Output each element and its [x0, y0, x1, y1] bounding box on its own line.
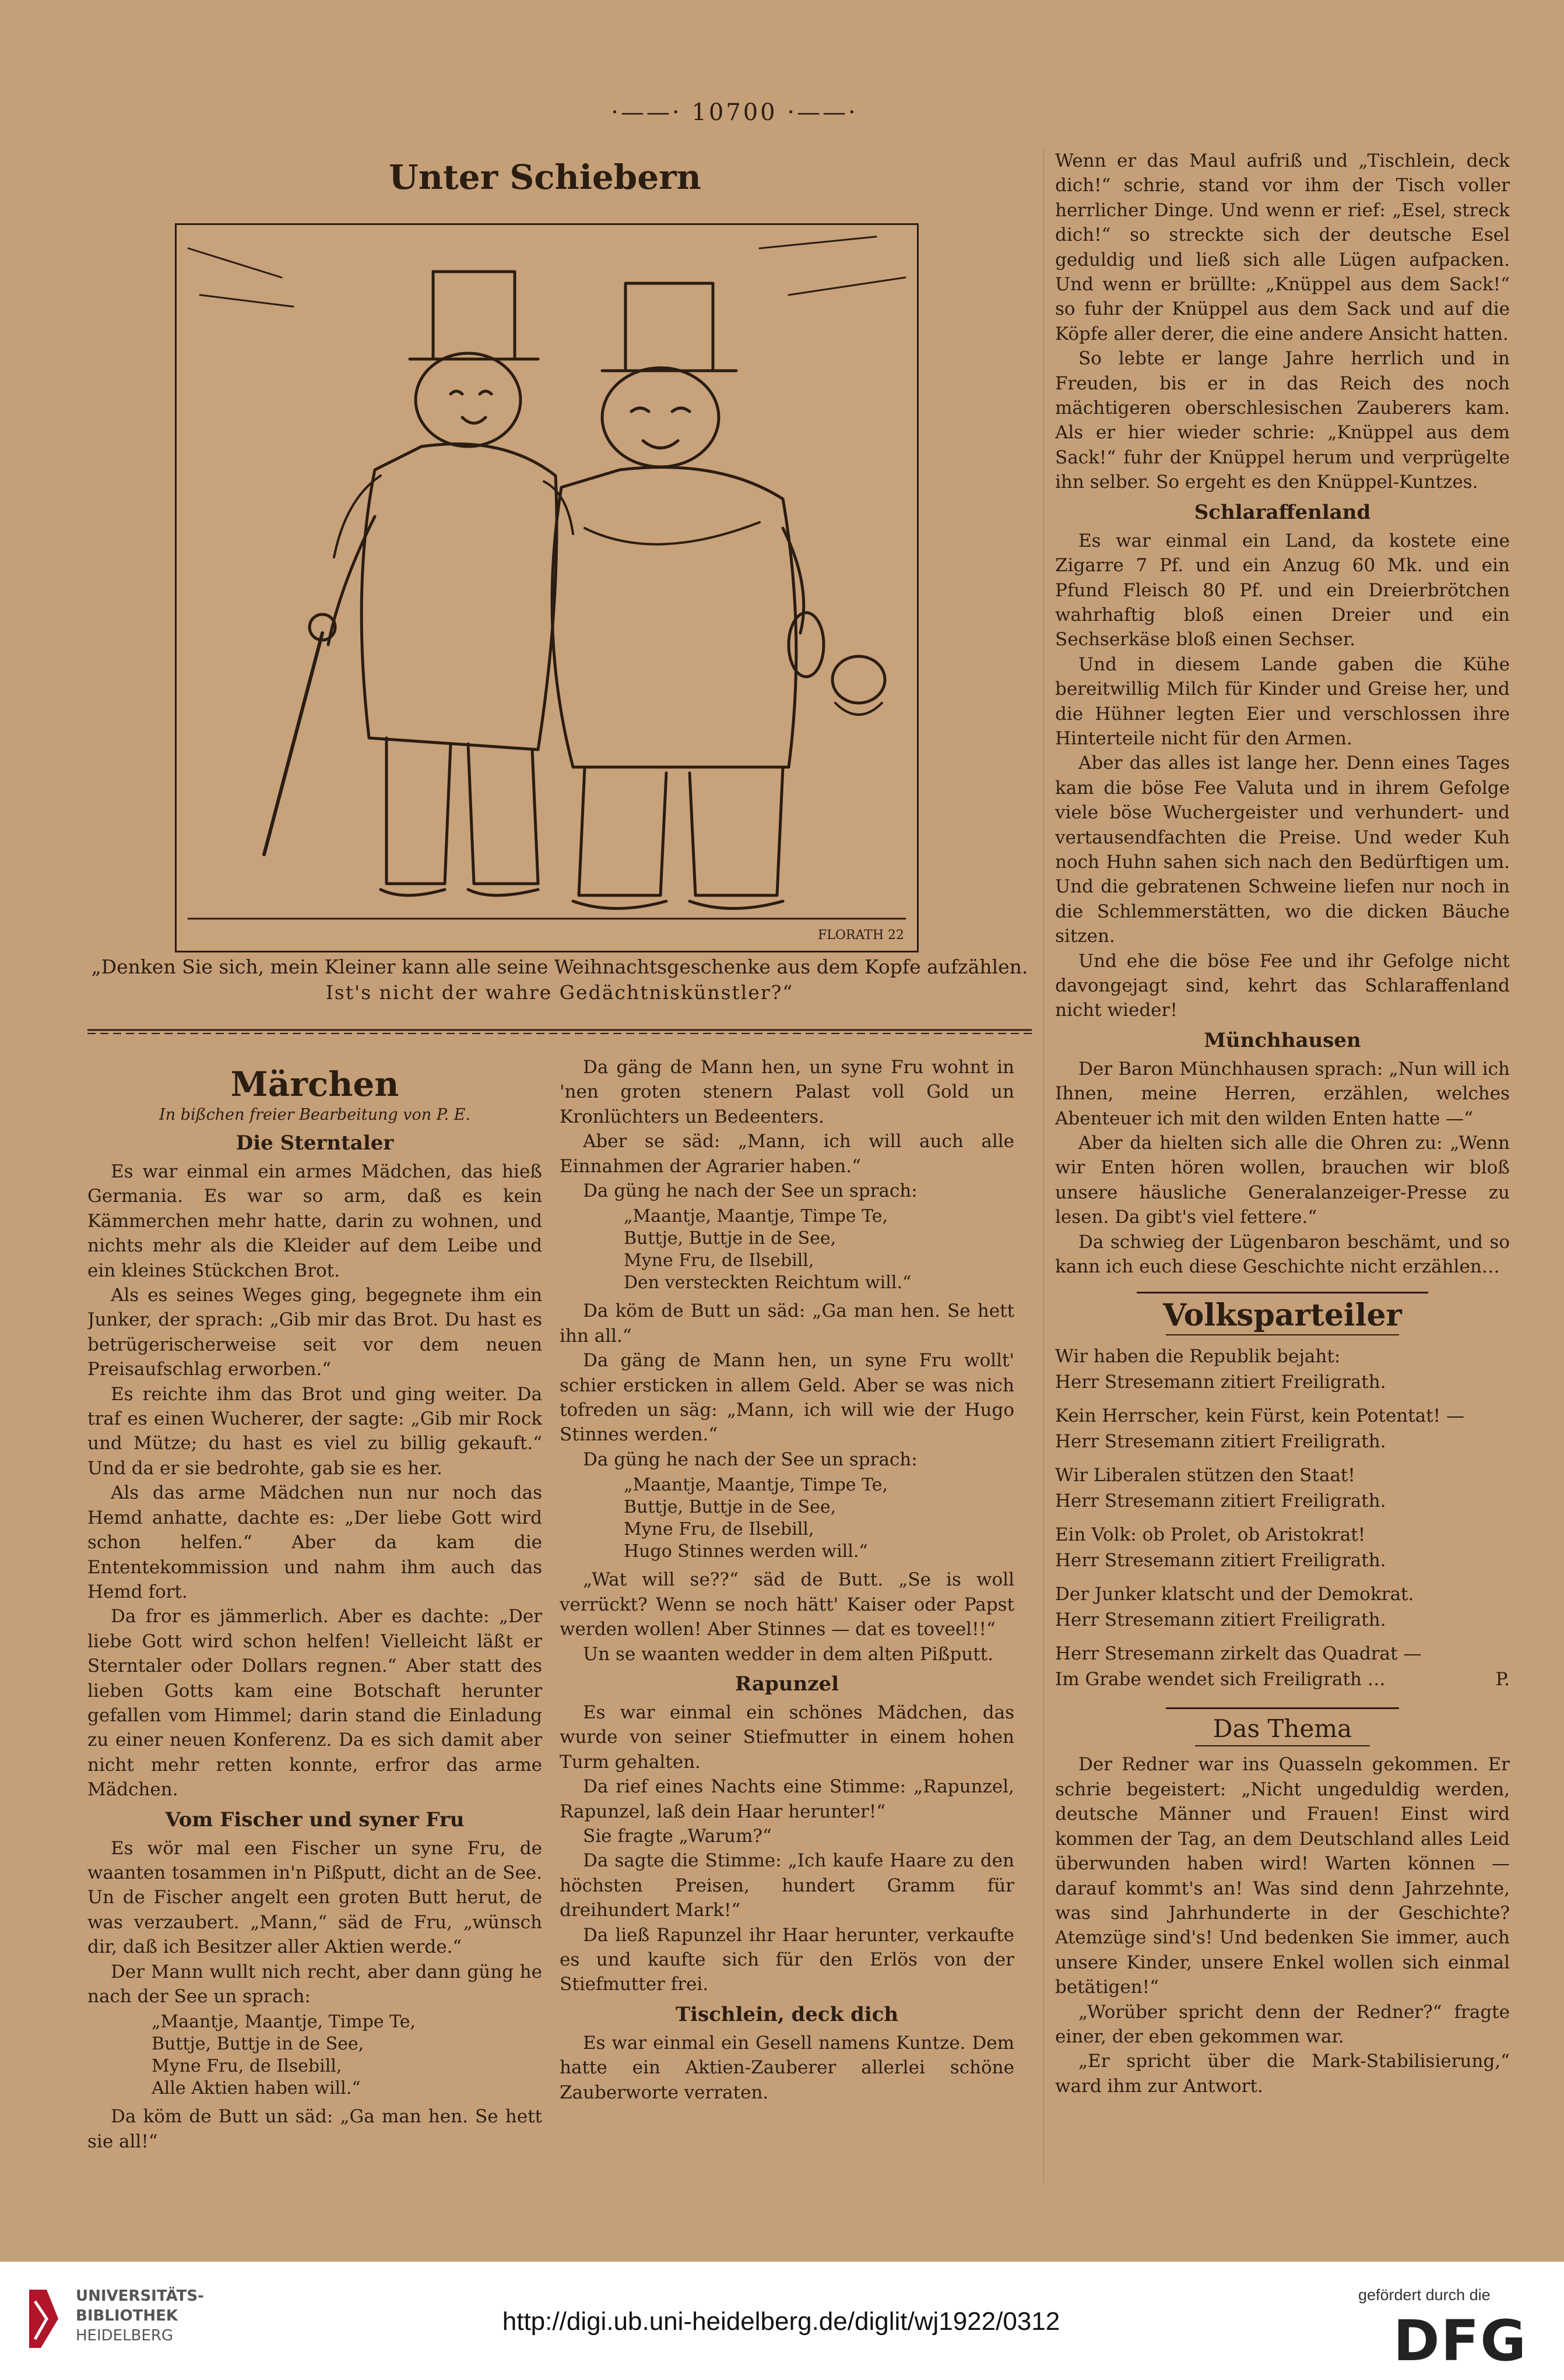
source-url-link[interactable]: http://digi.ub.uni-heidelberg.de/diglit/wj1922/0312 — [502, 2307, 1060, 2336]
uni-line: HEIDELBERG — [76, 2327, 174, 2344]
sterntaler-heading: Die Sterntaler — [236, 1131, 394, 1155]
poem-line: Herr Stresemann zitiert Freiligrath. — [1055, 1609, 1386, 1631]
poem-line-text: Im Grabe wendet sich Freiligrath … — [1055, 1669, 1386, 1690]
poem-line: Kein Herrscher, kein Fürst, kein Potentat! — — [1055, 1405, 1464, 1427]
university-logo-icon — [23, 2284, 64, 2354]
paragraph: Da gäng de Mann hen, un syne Fru wohnt in 'nen groten stenern Palast voll Gold un Kronlüchters un Bedeenters. — [560, 1057, 1014, 1127]
paragraph: Der Baron Münchhausen sprach: „Nun will ich Ihnen, meine Herren, erzählen, welches Abenteuer ich mit den wilden Enten hatte —“ — [1055, 1058, 1510, 1129]
column-middle — [560, 1055, 1014, 2189]
paragraph: Wenn er das Maul aufriß und „Tischlein, deck dich!“ schrie, stand vor ihm der Tisch voller herrlicher Dinge. Und wenn er rief: „Esel, streck dich!“ so streckte sich der deutsche Esel geduldig und ließ sich alle Lügen aufpacken. Und wenn er brüllte: „Knüppel aus dem Sack!“ so fuhr der Knüppel aus dem Sack und auf die Köpfe aller derer, die eine andere Ansicht hatten. — [1055, 150, 1510, 344]
verse-block — [624, 1205, 1014, 1294]
section-divider — [87, 1027, 1032, 1035]
paragraph: Da gäng de Mann hen, un syne Fru wollt' schier ersticken in allem Geld. Aber se was nich tofreden un säg: „Mann, ich will wie der Hugo Stinnes werden.“ — [560, 1350, 1014, 1446]
dfg-logo: DFG — [1393, 2308, 1528, 2374]
column-rule — [1043, 149, 1044, 2183]
paragraph: Un se waanten wedder in dem alten Pißputt. — [583, 1643, 993, 1665]
maerchen-title: Märchen — [230, 1064, 399, 1104]
verse-line: Buttje, Buttje in de See, — [624, 1497, 837, 1518]
uni-line: BIBLIOTHEK — [76, 2307, 178, 2325]
paragraph: Da schwieg der Lügenbaron beschämt, und so kann ich euch diese Geschichte nicht erzählen… — [1055, 1231, 1510, 1278]
cartoon-caption — [87, 954, 1032, 1006]
paragraph: Es war einmal ein schönes Mädchen, das wurde von seiner Stiefmutter in einem hohen Turm gehalten. — [560, 1701, 1014, 1773]
paragraph: Es reichte ihm das Brot und ging weiter. Da traf es einen Wucherer, der sagte: „Gib mir Rock und Mütze; du hast es viel zu billig gekauft.“ Und da er sie bedrohte, gab sie es her. — [87, 1383, 542, 1479]
caption-line-2: Ist's nicht der wahre Gedächtniskünstler?“ — [325, 981, 794, 1004]
maerchen-subtitle: In bißchen freier Bearbeitung von P. E. — [159, 1106, 470, 1124]
poem-line: Der Junker klatscht und der Demokrat. — [1055, 1584, 1414, 1605]
page-number: ·——· 10700 ·——· — [611, 99, 858, 126]
cartoon-title: Unter Schiebern — [389, 157, 701, 197]
paragraph: Und ehe die böse Fee und ihr Gefolge nicht davongejagt sind, kehrt das Schlaraffenland nicht wieder! — [1055, 950, 1510, 1021]
muenchhausen-heading: Münchhausen — [1204, 1028, 1361, 1052]
fischer-heading: Vom Fischer und syner Fru — [165, 1808, 465, 1831]
university-name — [76, 2286, 204, 2346]
poem-line — [1055, 1667, 1510, 1692]
paragraph: Und in diesem Lande gaben die Kühe bereitwillig Milch für Kinder und Greise her, und die Hühner legten Eier und verschlossen ihre Hinterteile nicht für den Armen. — [1055, 653, 1510, 749]
paragraph: Da fror es jämmerlich. Aber es dachte: „Der liebe Gott wird schon helfen! Vielleicht läßt er Sterntaler oder Dollars regnen.“ Aber statt des lieben Gotts kam eine Botschaft herunter gefallen vom Himmel; darin stand die Einladung zu einer neuen Konferenz. Da es sich damit aber nicht mehr retten konnte, erfror das arme Mädchen. — [87, 1606, 542, 1801]
paragraph: Der Redner war ins Quasseln gekommen. Er schrie begeistert: „Nicht ungeduldig werden, deutsche Männer und Frauen! Einst wird kommen der Tag, an dem Deutschland alles Leid überwunden haben wird! Warten können — darauf kommt's an! Was sind denn Jahrzehnte, was sind Jahrhunderte in der Geschichte? Atemzüge sind's! Und bedenken Sie immer, auch unsere Kinder, unsere Enkel wollen sich einmal betätigen!“ — [1055, 1754, 1510, 1998]
poem-line: Wir Liberalen stützen den Staat! — [1055, 1465, 1355, 1486]
paragraph: Da ließ Rapunzel ihr Haar herunter, verkaufte es und kaufte sich für den Erlös von der Stiefmutter frei. — [560, 1924, 1014, 1995]
volksparteiler-title: Volksparteiler — [1163, 1298, 1402, 1334]
paragraph: Da güng he nach der See un sprach: — [583, 1449, 918, 1470]
caption-line-1: „Denken Sie sich, mein Kleiner kann alle seine Weihnachtsgeschenke aus dem Kopfe aufzählen. — [91, 955, 1028, 978]
paragraph: Aber se säd: „Mann, ich will auch alle Einnahmen der Agrarier haben.“ — [560, 1131, 1014, 1177]
paragraph: Da köm de Butt un säd: „Ga man hen. Se hett ihn all.“ — [560, 1300, 1014, 1347]
column-left — [87, 1064, 542, 2189]
poem-signature: P. — [1495, 1669, 1510, 1690]
paragraph: Als das arme Mädchen nun nur noch das Hemd anhatte, dachte es: „Der liebe Gott wird schon helfen.“ Aber da kam die Ententekommission und nahm ihm auch das Hemd fort. — [87, 1482, 542, 1602]
verse-line: „Maantje, Maantje, Timpe Te, — [624, 1475, 888, 1496]
verse-line: Den versteckten Reichtum will.“ — [624, 1272, 912, 1293]
paragraph: Da güng he nach der See un sprach: — [583, 1180, 918, 1202]
paragraph: Aber das alles ist lange her. Denn eines Tages kam die böse Fee Valuta und in ihrem Gefolge viele böse Wuchergeister und verhundert- und vertausendfachten die Preise. Und weder Kuh noch Huhn sahen sich nach den Bedürftigen um. Und die gebratenen Schweine liefen nur noch in die Schlemmerstätten, wo die dicken Bäuche sitzen. — [1055, 753, 1510, 947]
paragraph: Es war einmal ein Gesell namens Kuntze. Dem hatte ein Aktien-Zauberer allerlei schöne Zauberworte verraten. — [560, 2032, 1014, 2103]
poem-line: Herr Stresemann zitiert Freiligrath. — [1055, 1372, 1386, 1393]
tischlein-heading: Tischlein, deck dich — [675, 2002, 899, 2026]
rapunzel-heading: Rapunzel — [734, 1672, 839, 1696]
cartoon-illustration — [175, 223, 919, 952]
paragraph: So lebte er lange Jahre herrlich und in Freuden, bis er in das Reich des noch mächtigeren oberschlesischen Zauberers kam. Als er hier wieder schrie: „Knüppel aus dem Sack!“ fuhr der Knüppel herum und verprügelte ihn selber. So ergeht es den Knüppel-Kuntzes. — [1055, 348, 1510, 493]
verse-line: Alle Aktien haben will.“ — [152, 2078, 361, 2099]
verse-line: Buttje, Buttje in de See, — [152, 2034, 364, 2055]
cartoon-drawing — [177, 225, 917, 951]
paragraph: Der Mann wullt nich recht, aber dann güng he nach der See un sprach: — [87, 1961, 542, 2007]
poem-line: Ein Volk: ob Prolet, ob Aristokrat! — [1055, 1524, 1366, 1546]
schlaraffenland-heading: Schlaraffenland — [1194, 500, 1371, 524]
verse-line: „Maantje, Maantje, Timpe Te, — [152, 2012, 416, 2033]
column-right — [1055, 149, 1510, 2189]
paragraph: Es war einmal ein armes Mädchen, das hieß Germania. Es war so arm, daß es kein Kämmerchen mehr hatte, darin zu wohnen, und nichts mehr als die Kleider auf dem Leibe und ein kleines Stückchen Brot. — [87, 1161, 542, 1281]
poem-line: Wir haben die Republik bejaht: — [1055, 1346, 1341, 1367]
poem-line: Herr Stresemann zitiert Freiligrath. — [1055, 1431, 1386, 1453]
paragraph: „Er spricht über die Mark-Stabilisierung,“ ward ihm zur Antwort. — [1055, 2051, 1510, 2097]
paragraph: Es wör mal een Fischer un syne Fru, de waanten tosammen in'n Pißputt, dicht an de See. Un de Fischer angelt een groten Butt herut, de was verzaubert. „Mann,“ säd de Fru, „wünsch dir, daß ich Besitzer aller Aktien werde.“ — [87, 1837, 542, 1958]
volksparteiler-poem — [1055, 1344, 1510, 1692]
verse-line: Buttje, Buttje in de See, — [624, 1228, 837, 1249]
paragraph: Da rief eines Nachts eine Stimme: „Rapunzel, Rapunzel, laß dein Haar herunter!“ — [560, 1776, 1014, 1822]
verse-line: Myne Fru, de Ilsebill, — [152, 2056, 342, 2077]
paragraph: „Wat will se??“ säd de Butt. „Se is woll verrückt? Wenn se noch hätt' Kaiser oder Papst werden wollen! Aber Stinnes — dat es toveel!!“ — [560, 1569, 1014, 1640]
paragraph: Aber da hielten sich alle die Ohren zu: „Wenn wir Enten hören wollen, brauchen wir bloß unsere häusliche Generalanzeiger-Presse zu lesen. Da gibt's viel fettere.“ — [1055, 1133, 1510, 1228]
funding-note: gefördert durch die — [1358, 2286, 1491, 2304]
paragraph: Da köm de Butt un säd: „Ga man hen. Se hett sie all!“ — [87, 2106, 542, 2152]
paragraph: Da sagte die Stimme: „Ich kaufe Haare zu den höchsten Preisen, hundert Gramm für dreihundert Mark!“ — [560, 1850, 1014, 1921]
paragraph: „Worüber spricht denn der Redner?“ fragte einer, der eben gekommen war. — [1055, 2001, 1510, 2047]
verse-line: Hugo Stinnes werden will.“ — [624, 1541, 868, 1562]
uni-line: UNIVERSITÄTS- — [76, 2287, 204, 2305]
verse-line: Myne Fru, de Ilsebill, — [624, 1250, 814, 1271]
verse-block — [624, 1474, 1014, 1563]
paragraph: Sie fragte „Warum?“ — [583, 1825, 772, 1847]
poem-line: Herr Stresemann zirkelt das Quadrat — — [1055, 1643, 1422, 1665]
paragraph: Es war einmal ein Land, da kostete eine Zigarre 7 Pf. und ein Anzug 60 Mk. und ein Pfund Fleisch 80 Pf. und ein Dreierbrötchen wahrhaftig bloß einen Dreier und ein Sechserkäse bloß einen Sechser. — [1055, 530, 1510, 651]
digitization-footer — [0, 2262, 1564, 2380]
cartoon-signature: FLORATH 22 — [818, 928, 905, 943]
poem-line: Herr Stresemann zitiert Freiligrath. — [1055, 1550, 1386, 1572]
verse-line: „Maantje, Maantje, Timpe Te, — [624, 1206, 888, 1227]
verse-block — [152, 2011, 542, 2100]
thema-title: Das Thema — [1212, 1714, 1352, 1743]
paragraph: Als es seines Weges ging, begegnete ihm ein Junker, der sprach: „Gib mir das Brot. Du hast es betrügerischerweise seit vor dem neuen Preisaufschlag erworben.“ — [87, 1285, 542, 1380]
verse-line: Myne Fru, de Ilsebill, — [624, 1519, 814, 1540]
poem-line: Herr Stresemann zitiert Freiligrath. — [1055, 1490, 1386, 1512]
